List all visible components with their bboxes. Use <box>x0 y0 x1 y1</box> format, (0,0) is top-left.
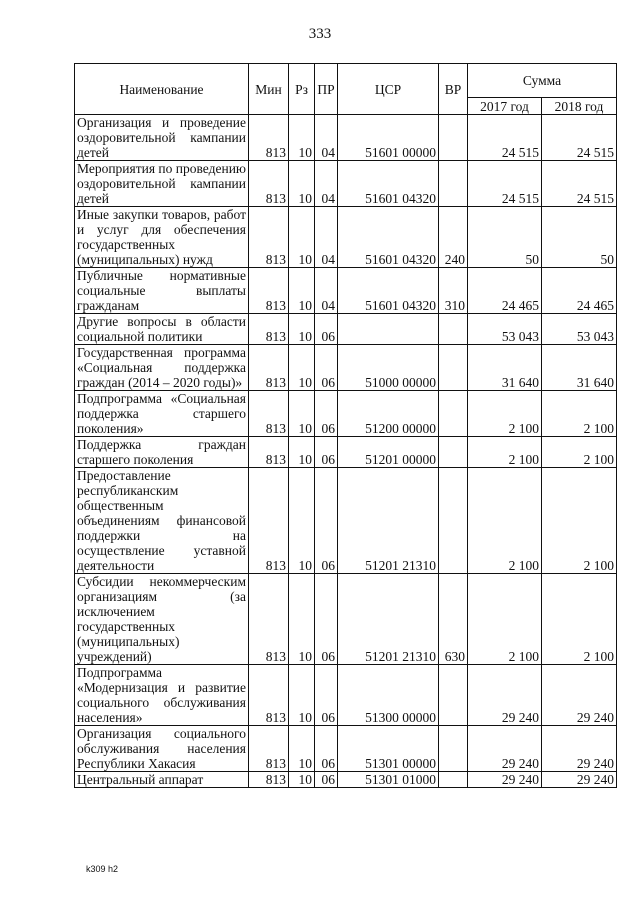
col-2018-header: 2018 год <box>542 98 617 115</box>
table-header <box>75 64 617 115</box>
cell-2018: 50 <box>542 207 617 268</box>
cell-vr <box>439 115 468 161</box>
table-row <box>75 161 617 207</box>
cell-2018: 2 100 <box>542 391 617 437</box>
cell-vr <box>439 665 468 726</box>
cell-pr: 04 <box>315 115 338 161</box>
cell-csr: 51601 04320 <box>338 207 439 268</box>
col-pr-header: ПР <box>315 64 338 115</box>
col-rz-header: Рз <box>289 64 315 115</box>
budget-table <box>74 63 617 788</box>
cell-2017: 24 515 <box>468 161 542 207</box>
cell-pr: 06 <box>315 314 338 345</box>
table-row <box>75 391 617 437</box>
cell-csr: 51601 00000 <box>338 115 439 161</box>
cell-pr: 06 <box>315 345 338 391</box>
col-vr-header: ВР <box>439 64 468 115</box>
cell-rz: 10 <box>289 345 315 391</box>
cell-min: 813 <box>249 207 289 268</box>
col-sum-header: Сумма <box>468 64 617 98</box>
cell-name: Предоставление республиканским общественным объединениям финансовой поддержки на осуществление уставной деятельности <box>75 468 249 574</box>
cell-rz: 10 <box>289 468 315 574</box>
cell-min: 813 <box>249 574 289 665</box>
cell-name: Организация социального обслуживания населения Республики Хакасия <box>75 726 249 772</box>
cell-pr: 06 <box>315 437 338 468</box>
cell-rz: 10 <box>289 207 315 268</box>
cell-2018: 2 100 <box>542 574 617 665</box>
cell-name: Публичные нормативные социальные выплаты гражданам <box>75 268 249 314</box>
cell-2017: 24 465 <box>468 268 542 314</box>
cell-min: 813 <box>249 345 289 391</box>
cell-csr <box>338 314 439 345</box>
cell-vr <box>439 437 468 468</box>
cell-csr: 51301 00000 <box>338 726 439 772</box>
cell-pr: 06 <box>315 772 338 788</box>
cell-2017: 29 240 <box>468 772 542 788</box>
table-row <box>75 314 617 345</box>
cell-rz: 10 <box>289 391 315 437</box>
cell-2018: 29 240 <box>542 726 617 772</box>
cell-csr: 51201 21310 <box>338 574 439 665</box>
cell-csr: 51000 00000 <box>338 345 439 391</box>
table-row <box>75 574 617 665</box>
col-csr-header: ЦСР <box>338 64 439 115</box>
cell-vr: 310 <box>439 268 468 314</box>
cell-vr <box>439 314 468 345</box>
cell-name: Субсидии некоммерческим организациям (за исключением государственных (муниципальных) учреждений) <box>75 574 249 665</box>
table-row <box>75 437 617 468</box>
cell-2017: 29 240 <box>468 665 542 726</box>
cell-vr <box>439 772 468 788</box>
cell-csr: 51201 21310 <box>338 468 439 574</box>
cell-2018: 2 100 <box>542 437 617 468</box>
cell-rz: 10 <box>289 665 315 726</box>
cell-2017: 2 100 <box>468 574 542 665</box>
cell-csr: 51301 01000 <box>338 772 439 788</box>
cell-2017: 29 240 <box>468 726 542 772</box>
cell-csr: 51200 00000 <box>338 391 439 437</box>
cell-rz: 10 <box>289 115 315 161</box>
cell-2018: 31 640 <box>542 345 617 391</box>
col-2017-header: 2017 год <box>468 98 542 115</box>
cell-2018: 24 515 <box>542 115 617 161</box>
cell-2018: 2 100 <box>542 468 617 574</box>
cell-name: Организация и проведение оздоровительной кампании детей <box>75 115 249 161</box>
cell-min: 813 <box>249 437 289 468</box>
cell-name: Мероприятия по проведению оздоровительной кампании детей <box>75 161 249 207</box>
cell-csr: 51201 00000 <box>338 437 439 468</box>
cell-rz: 10 <box>289 772 315 788</box>
cell-2018: 53 043 <box>542 314 617 345</box>
cell-name: Государственная программа «Социальная поддержка граждан (2014 – 2020 годы)» <box>75 345 249 391</box>
cell-2017: 50 <box>468 207 542 268</box>
cell-vr <box>439 468 468 574</box>
cell-min: 813 <box>249 161 289 207</box>
cell-pr: 04 <box>315 161 338 207</box>
col-name-header: Наименование <box>75 64 249 115</box>
cell-min: 813 <box>249 726 289 772</box>
cell-min: 813 <box>249 772 289 788</box>
footer-code: k309 h2 <box>86 864 119 874</box>
cell-2017: 2 100 <box>468 391 542 437</box>
cell-2017: 31 640 <box>468 345 542 391</box>
table-row <box>75 665 617 726</box>
cell-name: Поддержка граждан старшего поколения <box>75 437 249 468</box>
cell-2018: 29 240 <box>542 772 617 788</box>
table-row <box>75 207 617 268</box>
col-min-header: Мин <box>249 64 289 115</box>
table-body <box>75 115 617 788</box>
cell-pr: 06 <box>315 468 338 574</box>
cell-pr: 06 <box>315 391 338 437</box>
cell-2018: 24 465 <box>542 268 617 314</box>
table-row <box>75 115 617 161</box>
cell-min: 813 <box>249 665 289 726</box>
table-row <box>75 772 617 788</box>
cell-pr: 06 <box>315 574 338 665</box>
cell-csr: 51300 00000 <box>338 665 439 726</box>
cell-rz: 10 <box>289 726 315 772</box>
cell-vr <box>439 726 468 772</box>
table-row <box>75 268 617 314</box>
cell-vr <box>439 391 468 437</box>
cell-name: Другие вопросы в области социальной политики <box>75 314 249 345</box>
cell-min: 813 <box>249 391 289 437</box>
page-number: 333 <box>308 26 332 42</box>
cell-rz: 10 <box>289 161 315 207</box>
cell-vr: 240 <box>439 207 468 268</box>
cell-vr <box>439 345 468 391</box>
cell-min: 813 <box>249 314 289 345</box>
cell-min: 813 <box>249 468 289 574</box>
cell-name: Подпрограмма «Модернизация и развитие социального обслуживания населения» <box>75 665 249 726</box>
cell-2018: 29 240 <box>542 665 617 726</box>
cell-name: Подпрограмма «Социальная поддержка старшего поколения» <box>75 391 249 437</box>
cell-2017: 53 043 <box>468 314 542 345</box>
cell-rz: 10 <box>289 574 315 665</box>
cell-2017: 2 100 <box>468 437 542 468</box>
cell-rz: 10 <box>289 437 315 468</box>
cell-csr: 51601 04320 <box>338 268 439 314</box>
cell-rz: 10 <box>289 314 315 345</box>
table-row <box>75 468 617 574</box>
cell-pr: 04 <box>315 207 338 268</box>
cell-pr: 04 <box>315 268 338 314</box>
cell-vr: 630 <box>439 574 468 665</box>
cell-vr <box>439 161 468 207</box>
cell-min: 813 <box>249 268 289 314</box>
cell-2017: 24 515 <box>468 115 542 161</box>
cell-name: Иные закупки товаров, работ и услуг для обеспечения государственных (муниципальных) нужд <box>75 207 249 268</box>
table-row <box>75 345 617 391</box>
cell-rz: 10 <box>289 268 315 314</box>
cell-name: Центральный аппарат <box>75 772 249 788</box>
cell-min: 813 <box>249 115 289 161</box>
cell-csr: 51601 04320 <box>338 161 439 207</box>
cell-2018: 24 515 <box>542 161 617 207</box>
cell-2017: 2 100 <box>468 468 542 574</box>
table-row <box>75 726 617 772</box>
cell-pr: 06 <box>315 665 338 726</box>
cell-pr: 06 <box>315 726 338 772</box>
